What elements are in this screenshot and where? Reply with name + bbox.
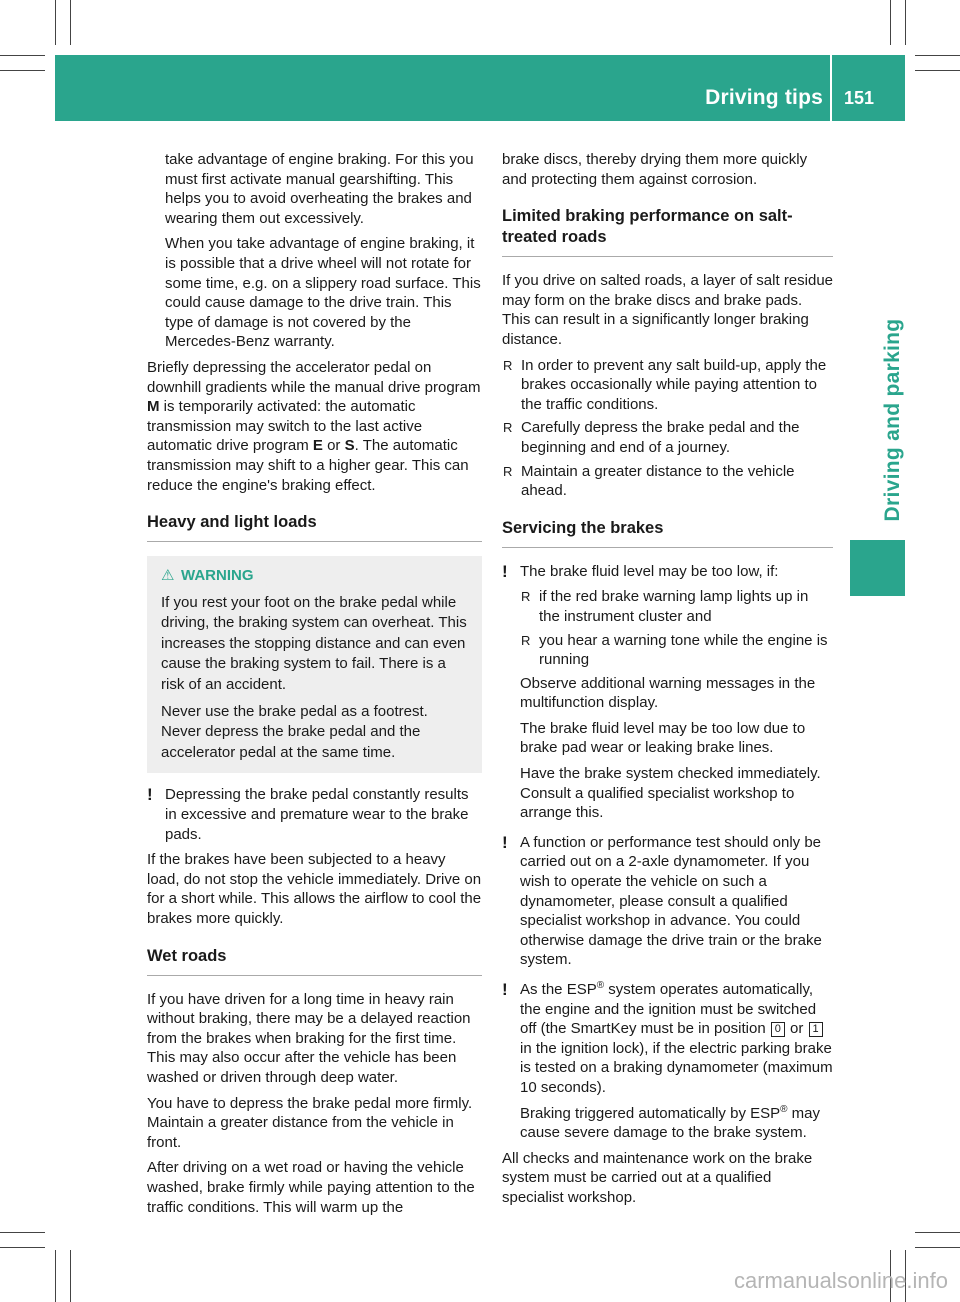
section-heading: Servicing the brakes <box>502 518 833 548</box>
exclamation-icon: ! <box>147 785 153 805</box>
crop-mark <box>0 70 45 71</box>
bullet-r-icon: R <box>521 632 531 648</box>
crop-mark <box>0 55 45 56</box>
paragraph: The brake fluid level may be too low due to brake pad wear or leaking brake lines. <box>520 719 806 757</box>
header-divider <box>830 55 832 121</box>
page-title: Driving tips <box>705 86 823 109</box>
note: ! Depressing the brake pedal constantly results in excessive and premature wear to the brake pads. <box>147 785 469 843</box>
section-tab <box>850 540 905 596</box>
crop-mark <box>70 0 71 45</box>
paragraph: If the brakes have been subjected to a heavy load, do not stop the vehicle immediately. Drive on for a short while. This allows the airflow to cool the brakes more quickly. <box>147 851 482 927</box>
crop-mark <box>55 1250 56 1302</box>
list-item: R Maintain a greater distance to the vehicle ahead. <box>503 462 795 500</box>
paragraph: If you drive on salted roads, a layer of salt residue may form on the brake discs and brake pads. This can result in a significantly longer braking distance. <box>502 272 834 348</box>
key-position-1: 1 <box>809 1022 823 1037</box>
exclamation-icon: ! <box>502 832 508 852</box>
section-heading: Heavy and light loads <box>147 512 482 542</box>
paragraph: Braking triggered automatically by ESP® may cause severe damage to the brake system. <box>520 1103 821 1142</box>
section-heading: Wet roads <box>147 946 482 976</box>
crop-mark <box>890 0 891 45</box>
watermark: carmanualsonline.info <box>733 1268 948 1293</box>
paragraph: Have the brake system checked immediately. Consult a qualified specialist workshop to arrange this. <box>520 765 821 822</box>
list-item: R In order to prevent any salt build-up, apply the brakes occasionally while paying attention to the traffic conditions. <box>503 356 827 413</box>
warning-triangle-icon: ⚠ <box>161 567 175 585</box>
paragraph: When you take advantage of engine braking, it is possible that a drive wheel will not rotate for some time, e.g. on a slippery road surface. This could cause damage to the drive train. This type of damage is not covered by the Mercedes-Benz warranty. <box>165 235 481 351</box>
paragraph: You have to depress the brake pedal more firmly. Maintain a greater distance from the vehicle in front. <box>147 1094 473 1151</box>
page-number: 151 <box>844 88 875 108</box>
list-item: R if the red brake warning lamp lights up in the instrument cluster and <box>521 588 809 625</box>
paragraph: If you have driven for a long time in heavy rain without braking, there may be a delayed reaction from the brakes when braking for the first time. This may also occur after the vehicle has been washed or driven through deep water. <box>147 990 471 1086</box>
note: ! A function or performance test should only be carried out on a 2-axle dynamometer. If you wish to operate the vehicle on such a dynamometer, please consult a qualified specialist workshop in advance. You could otherwise damage the drive train or the brake system. <box>502 832 822 969</box>
bullet-r-icon: R <box>503 357 513 373</box>
crop-mark <box>55 0 56 45</box>
warning-text: If you rest your foot on the brake pedal while driving, the braking system can overheat. This increases the stopping distance and can even cause the braking system to fail. There is a risk of an accident. <box>161 593 467 694</box>
right-column <box>502 150 833 1214</box>
crop-mark <box>70 1250 71 1302</box>
crop-mark <box>915 70 960 71</box>
crop-mark <box>0 1232 45 1233</box>
crop-mark <box>915 55 960 56</box>
section-label: Driving and parking <box>881 318 904 522</box>
crop-mark <box>0 1247 45 1248</box>
paragraph: Briefly depressing the accelerator pedal on downhill gradients while the manual drive program M is temporarily activated: the automatic transmission may switch to the last active automatic drive program E or S. The automatic transmission may shift to a higher gear. This can reduce the engine's braking effect. <box>147 358 481 494</box>
warning-text: Never use the brake pedal as a footrest. Never depress the brake pedal and the accelerator pedal at the same time. <box>161 702 428 761</box>
bullet-r-icon: R <box>503 463 513 479</box>
list-item: R you hear a warning tone while the engine is running <box>521 631 828 669</box>
left-column <box>147 150 482 1223</box>
paragraph: take advantage of engine braking. For this you must first activate manual gearshifting. This helps you to avoid overheating the brakes and wearing them out excessively. <box>165 151 474 227</box>
paragraph: Observe additional warning messages in the multifunction display. <box>520 674 816 712</box>
paragraph: After driving on a wet road or having the vehicle washed, brake firmly while paying attention to the traffic conditions. This will warm up the <box>147 1159 475 1216</box>
exclamation-icon: ! <box>502 561 508 581</box>
bullet-r-icon: R <box>521 589 531 605</box>
key-position-0: 0 <box>771 1022 785 1037</box>
bullet-r-icon: R <box>503 420 513 436</box>
paragraph: brake discs, thereby drying them more quickly and protecting them against corrosion. <box>502 151 808 188</box>
list-item: R Carefully depress the brake pedal and the beginning and end of a journey. <box>503 419 800 456</box>
crop-mark <box>915 1247 960 1248</box>
crop-mark <box>905 0 906 45</box>
warning-title: ⚠ WARNING <box>161 566 468 587</box>
crop-mark <box>915 1232 960 1233</box>
note: ! The brake fluid level may be too low, if: <box>502 561 779 581</box>
paragraph: All checks and maintenance work on the brake system must be carried out at a qualified specialist workshop. <box>502 1149 813 1206</box>
warning-box <box>147 556 482 773</box>
exclamation-icon: ! <box>502 980 508 999</box>
note: ! As the ESP® system operates automatically, the engine and the ignition must be switched off (the SmartKey must be in position 0 or 1 in the ignition lock), if the electric parking brake is tested on a braking dynamometer (maximum 10 seconds). <box>502 980 833 1096</box>
section-heading: Limited braking performance on salt-treated roads <box>502 206 833 257</box>
